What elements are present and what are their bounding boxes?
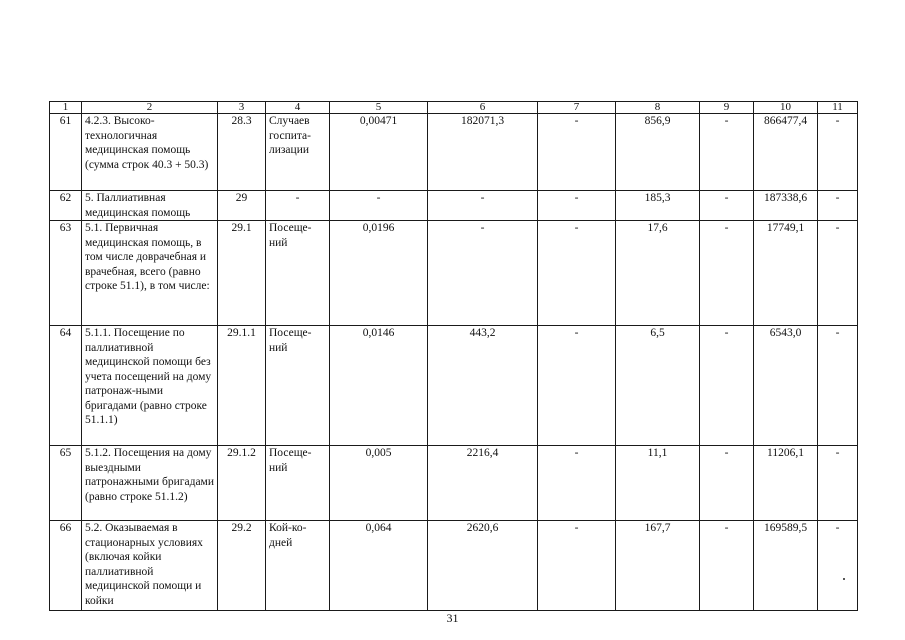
row-code: 29.2 (218, 521, 266, 611)
cell-col-9: - (700, 326, 754, 446)
row-number: 64 (50, 326, 82, 446)
cell-col-11: - (818, 521, 858, 611)
row-code: 29.1.1 (218, 326, 266, 446)
col-header-6: 6 (428, 102, 538, 114)
scan-speck (843, 578, 845, 580)
cell-col-5: 0,0196 (330, 221, 428, 326)
cell-col-9: - (700, 221, 754, 326)
row-number: 63 (50, 221, 82, 326)
col-header-2: 2 (82, 102, 218, 114)
col-header-10: 10 (754, 102, 818, 114)
cell-col-6: 182071,3 (428, 114, 538, 191)
row-unit: - (266, 191, 330, 221)
row-description: 5.1. Первичная медицинская помощь, в том числе доврачебная и врачебная, всего (равно строке 51.1), в том числе: (82, 221, 218, 326)
cell-col-10: 11206,1 (754, 446, 818, 521)
cell-col-8: 6,5 (616, 326, 700, 446)
row-code: 28.3 (218, 114, 266, 191)
page-number: 31 (446, 611, 459, 625)
col-header-5: 5 (330, 102, 428, 114)
row-description: 5. Паллиативная медицинская помощь (82, 191, 218, 221)
row-description: 5.2. Оказываемая в стационарных условиях (включая койки паллиативной медицинской помощи и койки (82, 521, 218, 611)
col-header-9: 9 (700, 102, 754, 114)
row-description: 5.1.2. Посещения на дому выездными патронажными бригадами (равно строке 51.1.2) (82, 446, 218, 521)
col-header-8: 8 (616, 102, 700, 114)
row-description: 5.1.1. Посещение по паллиативной медицинской помощи без учета посещений на дому патронаж-ными бригадами (равно строке 51.1.1) (82, 326, 218, 446)
cell-col-6: - (428, 191, 538, 221)
cell-col-5: 0,0146 (330, 326, 428, 446)
cell-col-10: 6543,0 (754, 326, 818, 446)
cell-col-7: - (538, 191, 616, 221)
cell-col-7: - (538, 446, 616, 521)
row-code: 29.1.2 (218, 446, 266, 521)
col-header-3: 3 (218, 102, 266, 114)
cell-col-8: 11,1 (616, 446, 700, 521)
col-header-11: 11 (818, 102, 858, 114)
cell-col-6: 2620,6 (428, 521, 538, 611)
table-row (50, 191, 858, 221)
cell-col-10: 187338,6 (754, 191, 818, 221)
cell-col-8: 17,6 (616, 221, 700, 326)
row-unit: Посеще-ний (266, 326, 330, 446)
table-row (50, 114, 858, 191)
cell-col-7: - (538, 521, 616, 611)
header-row (50, 102, 858, 114)
row-unit: Посеще-ний (266, 221, 330, 326)
row-unit: Кой-ко-дней (266, 521, 330, 611)
cell-col-11: - (818, 191, 858, 221)
cell-col-7: - (538, 221, 616, 326)
cell-col-11: - (818, 221, 858, 326)
col-header-4: 4 (266, 102, 330, 114)
cell-col-6: 2216,4 (428, 446, 538, 521)
row-number: 65 (50, 446, 82, 521)
row-code: 29.1 (218, 221, 266, 326)
table-row (50, 521, 858, 611)
row-number: 66 (50, 521, 82, 611)
cell-col-11: - (818, 326, 858, 446)
col-header-1: 1 (50, 102, 82, 114)
data-table (49, 101, 858, 611)
table-row (50, 326, 858, 446)
row-code: 29 (218, 191, 266, 221)
cell-col-8: 167,7 (616, 521, 700, 611)
cell-col-11: - (818, 446, 858, 521)
row-unit: Случаев госпита-лизации (266, 114, 330, 191)
cell-col-10: 17749,1 (754, 221, 818, 326)
table-row (50, 446, 858, 521)
cell-col-11: - (818, 114, 858, 191)
cell-col-5: - (330, 191, 428, 221)
col-header-7: 7 (538, 102, 616, 114)
row-number: 62 (50, 191, 82, 221)
cell-col-7: - (538, 114, 616, 191)
cell-col-9: - (700, 446, 754, 521)
cell-col-8: 856,9 (616, 114, 700, 191)
cell-col-9: - (700, 114, 754, 191)
cell-col-9: - (700, 521, 754, 611)
cell-col-5: 0,064 (330, 521, 428, 611)
cell-col-9: - (700, 191, 754, 221)
cell-col-6: 443,2 (428, 326, 538, 446)
cell-col-5: 0,00471 (330, 114, 428, 191)
cell-col-5: 0,005 (330, 446, 428, 521)
row-number: 61 (50, 114, 82, 191)
cell-col-10: 169589,5 (754, 521, 818, 611)
table-row (50, 221, 858, 326)
cell-col-10: 866477,4 (754, 114, 818, 191)
cell-col-6: - (428, 221, 538, 326)
row-description: 4.2.3. Высоко-технологичная медицинская помощь (сумма строк 40.3 + 50.3) (82, 114, 218, 191)
cell-col-7: - (538, 326, 616, 446)
row-unit: Посеще-ний (266, 446, 330, 521)
cell-col-8: 185,3 (616, 191, 700, 221)
